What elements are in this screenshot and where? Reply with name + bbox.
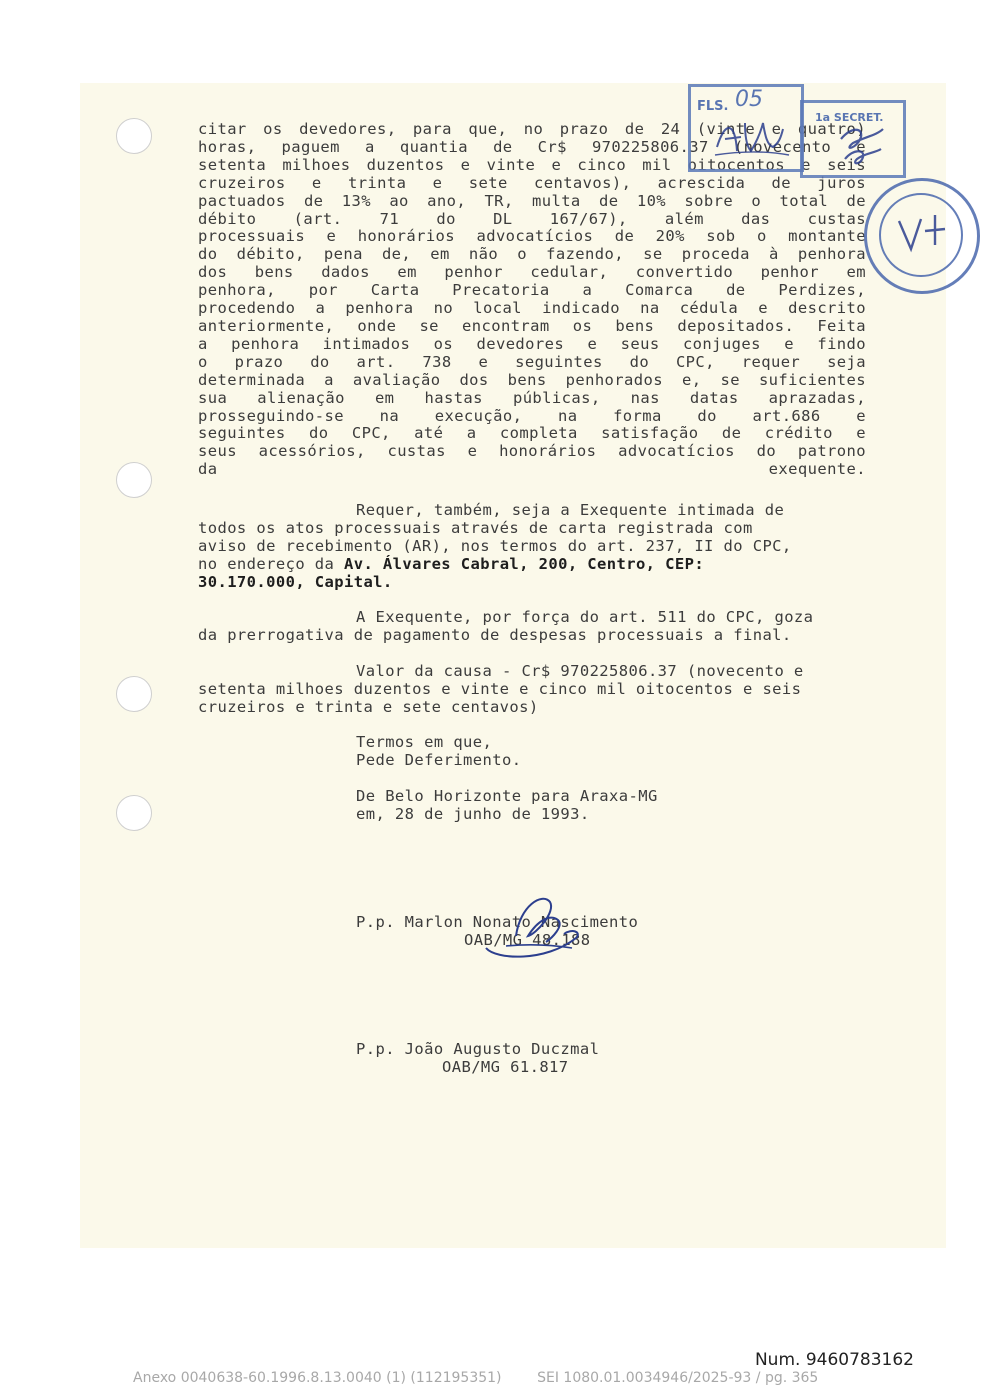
court-seal-stamp [864,178,980,294]
body-line: prosseguindo-se na execução, na forma do art.686 e [198,406,866,425]
requer-paragraph [198,502,866,592]
body-line: penhora, por Carta Precatoria a Comarca de Perdizes, [198,281,866,300]
exequente-paragraph [198,609,866,645]
exequente-line: da prerrogativa de pagamento de despesas processuais a final. [198,625,792,644]
body-line: horas, paguem a quantia de Cr$ 970225806.37 (novecento e [198,137,866,156]
stamp-fls-label: FLS. [697,99,729,114]
signatory-name: P.p. Marlon Nonato Nascimento [356,913,639,931]
valor-paragraph [198,663,866,717]
body-line: seus acessórios, custas e honorários advocatícios do patrono [198,442,866,461]
signatory-name: P.p. João Augusto Duczmal [356,1040,600,1058]
body-line: cruzeiros e trinta e sete centavos), acrescida de juros [198,173,866,192]
address-prefix: no endereço da [198,554,344,573]
closing-block [356,734,521,770]
handwritten-signature [476,886,586,966]
body-paragraph [198,121,866,479]
place-date-block [356,788,658,824]
stamp-initials [711,117,791,163]
body-line: determinada a avaliação dos bens penhorados e, se suficientes [198,370,866,389]
body-line: procedendo a penhora no local indicado na cédula e descrito [198,299,866,318]
body-line: dos bens dados em penhor cedular, convertido penhor em [198,263,866,282]
annex-reference: Anexo 0040638-60.1996.8.13.0040 (1) (112195351) SEI 1080.01.0034946/2025-93 / pg. 365 [133,1370,819,1386]
punch-hole [116,795,152,831]
closing-line: Pede Deferimento. [356,750,522,769]
signatory-oab: OAB/MG 61.817 [442,1057,569,1076]
page-number-stamp [688,84,804,172]
exequente-line: A Exequente, por força do art. 511 do CPC, goza [356,608,814,626]
court-seal-mark [891,209,951,259]
punch-hole [116,462,152,498]
address-bold-line: 30.170.000, Capital. [198,572,393,591]
body-line: pactuados de 13% ao ano, TR, multa de 10% sobre o total de [198,191,866,210]
valor-line: cruzeiros e trinta e sete centavos) [198,697,539,716]
place-line: De Belo Horizonte para Araxa-MG [356,787,658,805]
secretariat-stamp [800,100,906,178]
requer-line: Requer, também, seja a Exequente intimada de [356,501,785,519]
body-line: processuais e honorários advocatícios de 20% sob o montante [198,227,866,246]
body-line: o prazo do art. 738 e seguintes do CPC, requer seja [198,352,866,371]
closing-line: Termos em que, [356,733,493,751]
valor-line: setenta milhoes duzentos e vinte e cinco mil oitocentos e seis [198,679,802,698]
signatory-2 [356,1041,599,1077]
body-line: do débito, pena de, em não o fazendo, se proceda à penhora [198,245,866,264]
stamp-handwritten-number [831,119,891,169]
body-line: sua alienação em hastas públicas, nas datas aprazadas, [198,388,866,407]
punch-hole [116,118,152,154]
document-number: Num. 9460783162 [754,1350,914,1370]
stamp-fls-number: 05 [735,87,763,112]
valor-line: Valor da causa - Cr$ 970225806.37 (novecento e [356,662,804,680]
punch-hole [116,676,152,712]
requer-line: todos os atos processuais através de carta registrada com [198,518,753,537]
date-line: em, 28 de junho de 1993. [356,804,590,823]
body-line: débito (art. 71 do DL 167/67), além das custas [198,209,866,228]
body-line: da exequente. [198,460,866,479]
signatory-oab: OAB/MG 48.188 [464,930,591,949]
body-line: citar os devedores, para que, no prazo de 24 (vinte e quatro) [198,120,866,138]
body-line: setenta milhoes duzentos e vinte e cinco mil oitocentos e seis [198,155,866,174]
address-line [198,556,866,574]
requer-line: aviso de recebimento (AR), nos termos do art. 237, II do CPC, [198,536,792,555]
body-line: seguintes do CPC, até a completa satisfação de crédito e [198,424,866,443]
stamp-secretariat-label: 1a SECRET. [815,111,884,124]
body-line: anteriormente, onde se encontram os bens depositados. Feita [198,316,866,335]
address-bold: Av. Álvares Cabral, 200, Centro, CEP: [343,554,705,573]
body-line: a penhora intimados os devedores e seus conjuges e findo [198,334,866,353]
